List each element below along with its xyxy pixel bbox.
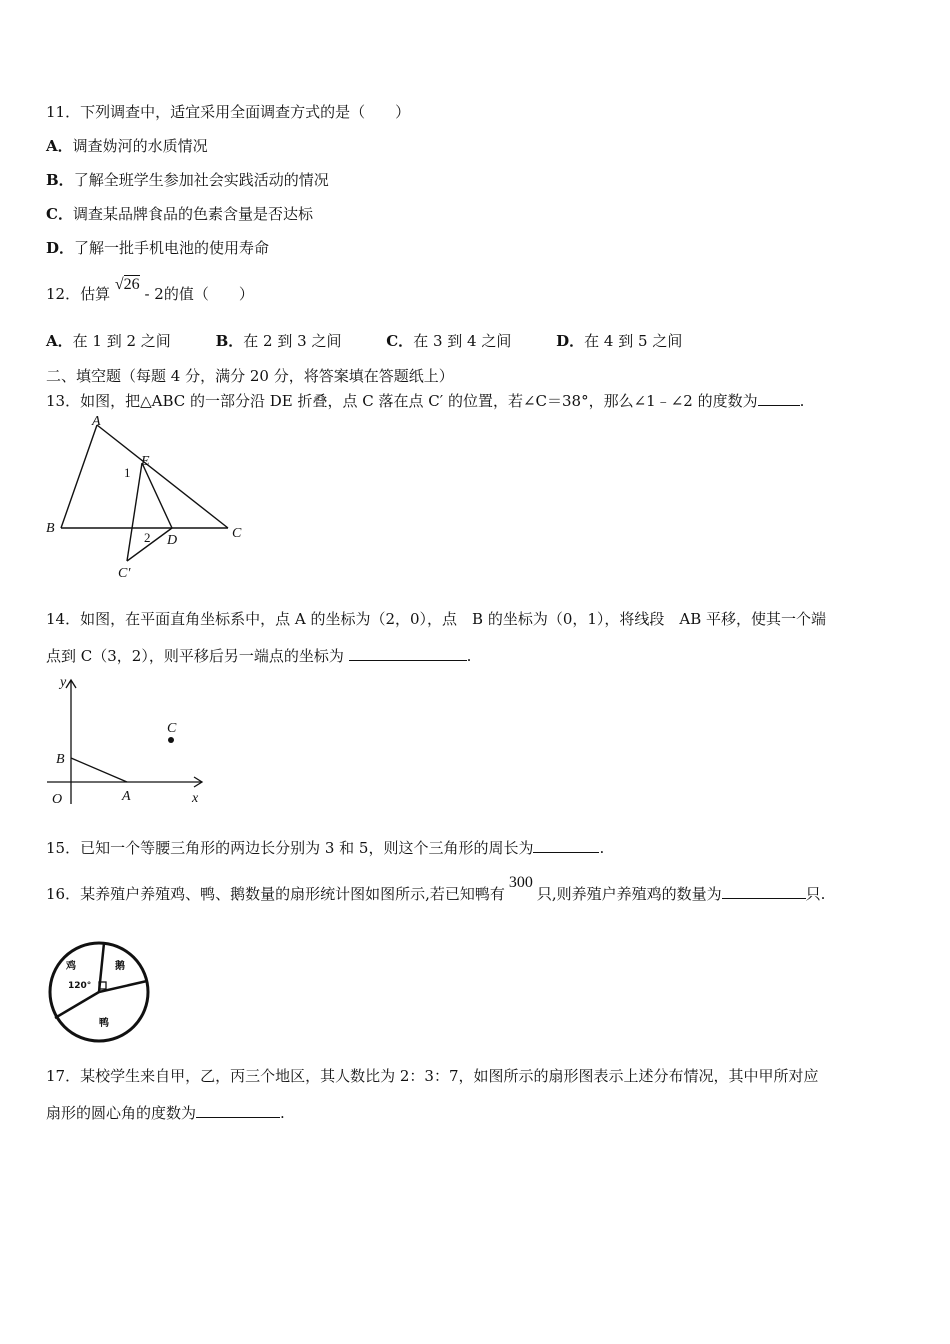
answer-blank	[196, 1103, 280, 1118]
q13-text: 13．如图，把△ABC 的一部分沿 DE 折叠，点 C 落在点 C′ 的位置，若∠C＝38°，那么∠1﹣∠2 的度数为	[46, 392, 758, 410]
q15-text: 15．已知一个等腰三角形的两边长分别为 3 和 5，则这个三角形的周长为	[46, 839, 534, 857]
label-d: D	[167, 533, 178, 548]
q17-line2	[46, 1103, 285, 1123]
sector-label-goose: 鹅	[115, 961, 125, 972]
q16-stem	[46, 874, 826, 905]
q12-option-a	[46, 331, 171, 351]
q11-stem: 11．下列调查中，适宜采用全面调查方式的是（ ）	[46, 103, 411, 121]
q11-option-d	[46, 238, 269, 258]
option-label: D．	[46, 239, 75, 257]
option-text: 了解一批手机电池的使用寿命	[74, 239, 270, 257]
option-label: C．	[386, 332, 414, 350]
q16-text-a: 16．某养殖户养殖鸡、鸭、鹅数量的扇形统计图如图所示,若已知鸭有	[46, 885, 505, 903]
label-a: A	[92, 415, 101, 429]
q14-coordinate-figure	[42, 672, 217, 812]
q12-options	[46, 331, 722, 351]
q17-tail: .	[280, 1104, 285, 1122]
answer-blank	[758, 391, 800, 406]
q16-text-b: 只,则养殖户养殖鸡的数量为	[536, 885, 722, 903]
option-text: 在 4 到 5 之间	[584, 332, 683, 350]
option-text: 在 3 到 4 之间	[413, 332, 512, 350]
q12-stem-a: 12．估算	[46, 285, 111, 303]
q14-line2	[46, 646, 471, 666]
answer-blank	[722, 884, 806, 899]
label-origin: O	[52, 792, 63, 807]
q17-line1: 17．某校学生来自甲，乙，丙三个地区，其人数比为 2：3：7，如图所示的扇形图表示上述分布情况，其中甲所对应	[46, 1067, 819, 1085]
option-text: 在 1 到 2 之间	[72, 332, 171, 350]
q15-tail: .	[599, 839, 605, 857]
option-text: 调查某品牌食品的色素含量是否达标	[72, 205, 313, 223]
radicand: 26	[123, 276, 140, 293]
option-label: B．	[215, 332, 244, 350]
label-y: y	[60, 675, 67, 690]
q11-option-c	[46, 204, 313, 224]
label-b: B	[56, 752, 65, 767]
label-angle-1: 1	[124, 465, 131, 480]
option-label: C．	[46, 205, 73, 223]
q11-option-b	[46, 170, 329, 190]
section-heading: 二、填空题（每题 4 分，满分 20 分，将答案填在答题纸上）	[46, 367, 454, 385]
label-angle-2: 2	[144, 530, 151, 545]
option-label: A．	[46, 137, 73, 155]
sector-label-duck: 鸭	[99, 1018, 109, 1029]
q15-stem	[46, 838, 604, 858]
sector-label-chicken: 鸡	[66, 961, 76, 972]
label-e: E	[141, 454, 150, 469]
option-label: D．	[556, 332, 585, 350]
answer-blank	[349, 646, 467, 661]
q12-option-d	[556, 331, 682, 351]
q16-tail: 只.	[805, 885, 826, 903]
q12-stem-b: - 2的值（ ）	[144, 285, 254, 303]
q12-option-b	[216, 331, 342, 351]
q17-text: 扇形的圆心角的度数为	[46, 1104, 197, 1122]
q14-text: 点到 C（3，2），则平移后另一端点的坐标为	[46, 647, 344, 665]
q14-tail: .	[466, 647, 472, 665]
option-label: B．	[46, 171, 74, 189]
option-text: 调查妫河的水质情况	[72, 137, 208, 155]
q11-option-a	[46, 136, 208, 156]
side-ab	[61, 425, 97, 528]
label-c: C	[232, 526, 242, 541]
side-ac	[97, 425, 228, 528]
duck-count: 300	[508, 874, 533, 891]
q13-stem	[46, 391, 804, 411]
q14-line1: 14．如图，在平面直角坐标系中，点 A 的坐标为（2，0），点 B 的坐标为（0，1），将线段 AB 平移，使其一个端	[46, 610, 827, 628]
angle-label: 120°	[68, 981, 92, 991]
label-c: C	[167, 721, 177, 736]
label-a: A	[122, 789, 131, 804]
label-b: B	[46, 521, 55, 536]
q12-stem	[46, 276, 254, 305]
option-text: 在 2 到 3 之间	[243, 332, 342, 350]
answer-blank	[533, 838, 599, 853]
label-c-prime: C′	[118, 566, 131, 581]
option-text: 了解全班学生参加社会实践活动的情况	[73, 171, 329, 189]
q16-pie-chart	[44, 938, 154, 1048]
label-x: x	[192, 791, 199, 806]
point-c	[168, 737, 174, 743]
q13-triangle-figure	[40, 415, 255, 585]
q13-tail: .	[799, 392, 805, 410]
sqrt-expression: √26	[114, 276, 140, 293]
option-label: A．	[46, 332, 73, 350]
segment-ab	[71, 758, 127, 782]
q12-option-c	[386, 331, 511, 351]
